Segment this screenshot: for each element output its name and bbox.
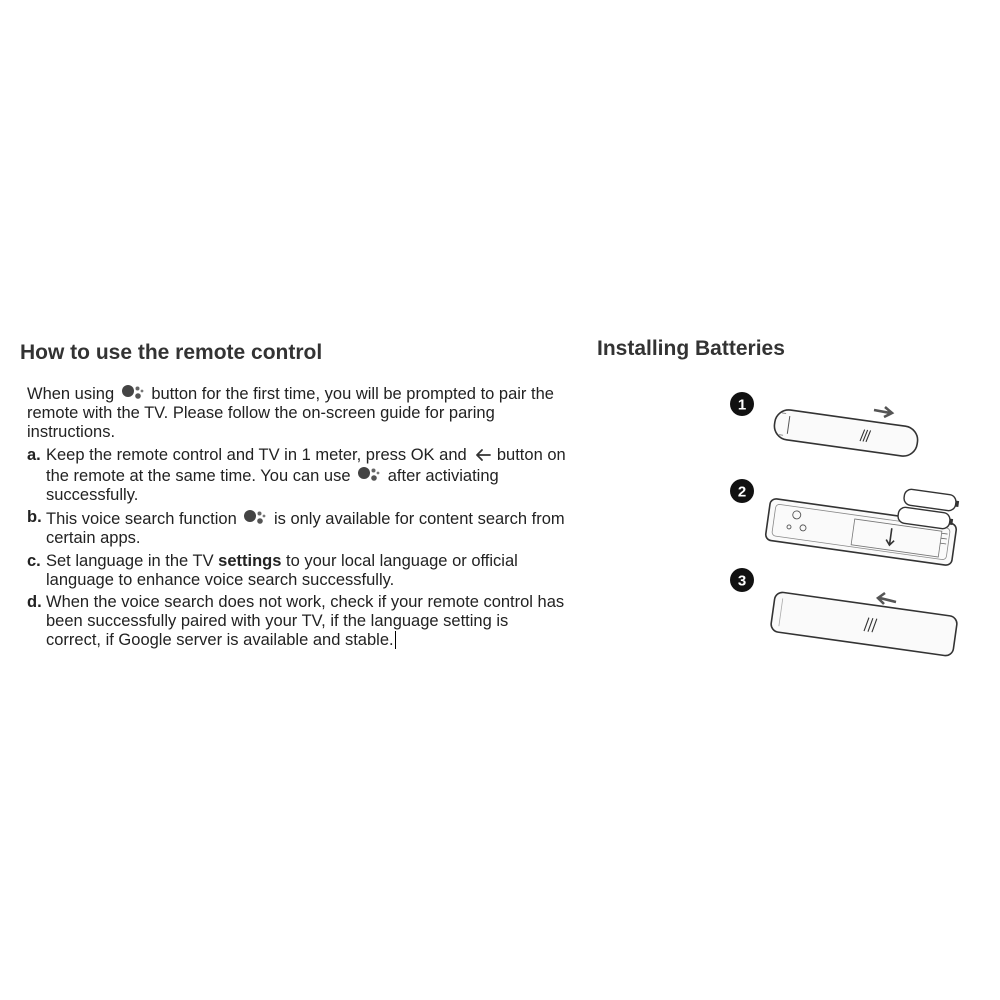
list-item-d	[27, 593, 567, 651]
remote-closed-illustration	[770, 591, 958, 656]
item-c-text-1: Set language in the TV	[46, 551, 214, 570]
settings-keyword: settings	[218, 551, 282, 570]
item-c-text-2: to your local language or official language to enhance voice search successfully.	[46, 551, 518, 589]
list-item-a	[27, 446, 567, 506]
step-1	[730, 392, 919, 458]
list-marker: c.	[27, 551, 41, 570]
step-2	[730, 479, 960, 566]
back-arrow-icon	[474, 448, 492, 462]
intro-text-start: When using	[27, 385, 115, 403]
item-a-text-2: button on the remote at the same time. You can use	[46, 445, 566, 485]
text-cursor	[395, 631, 396, 649]
remote-usage-instructions	[27, 383, 567, 654]
list-item-c	[27, 552, 567, 590]
item-a-text-1: Keep the remote control and TV in 1 meter, press OK and	[46, 445, 467, 464]
item-b-text-2: is only available for content search from certain apps.	[46, 510, 565, 548]
google-assistant-icon	[243, 508, 267, 526]
list-item-b	[27, 508, 567, 548]
remote-closed-illustration	[773, 408, 920, 458]
google-assistant-icon	[121, 383, 145, 401]
step-number: 2	[737, 483, 747, 501]
google-assistant-icon	[357, 465, 381, 483]
list-marker: a.	[27, 445, 41, 464]
intro-text-end: button for the first time, you will be prompted to pair the remote with the TV. Please follow the on-screen guide for paring instructions.	[27, 385, 554, 442]
item-a-text-3: after activiating successfully.	[46, 466, 499, 505]
list-marker: d.	[27, 593, 42, 612]
installing-batteries-title: Installing Batteries	[597, 337, 785, 360]
step-number: 1	[737, 396, 747, 414]
step-number: 3	[737, 572, 747, 590]
item-d-text: When the voice search does not work, check if your remote control has been successfully paired with your TV, if the language setting is correct, if Google server is available and stable.	[46, 593, 565, 650]
battery-installation-steps	[720, 380, 1000, 680]
item-b-text-1: This voice search function	[46, 510, 237, 529]
list-marker: b.	[27, 508, 42, 527]
remote-usage-title: How to use the remote control	[20, 341, 323, 364]
step-3	[730, 568, 958, 657]
intro-paragraph	[27, 383, 567, 443]
